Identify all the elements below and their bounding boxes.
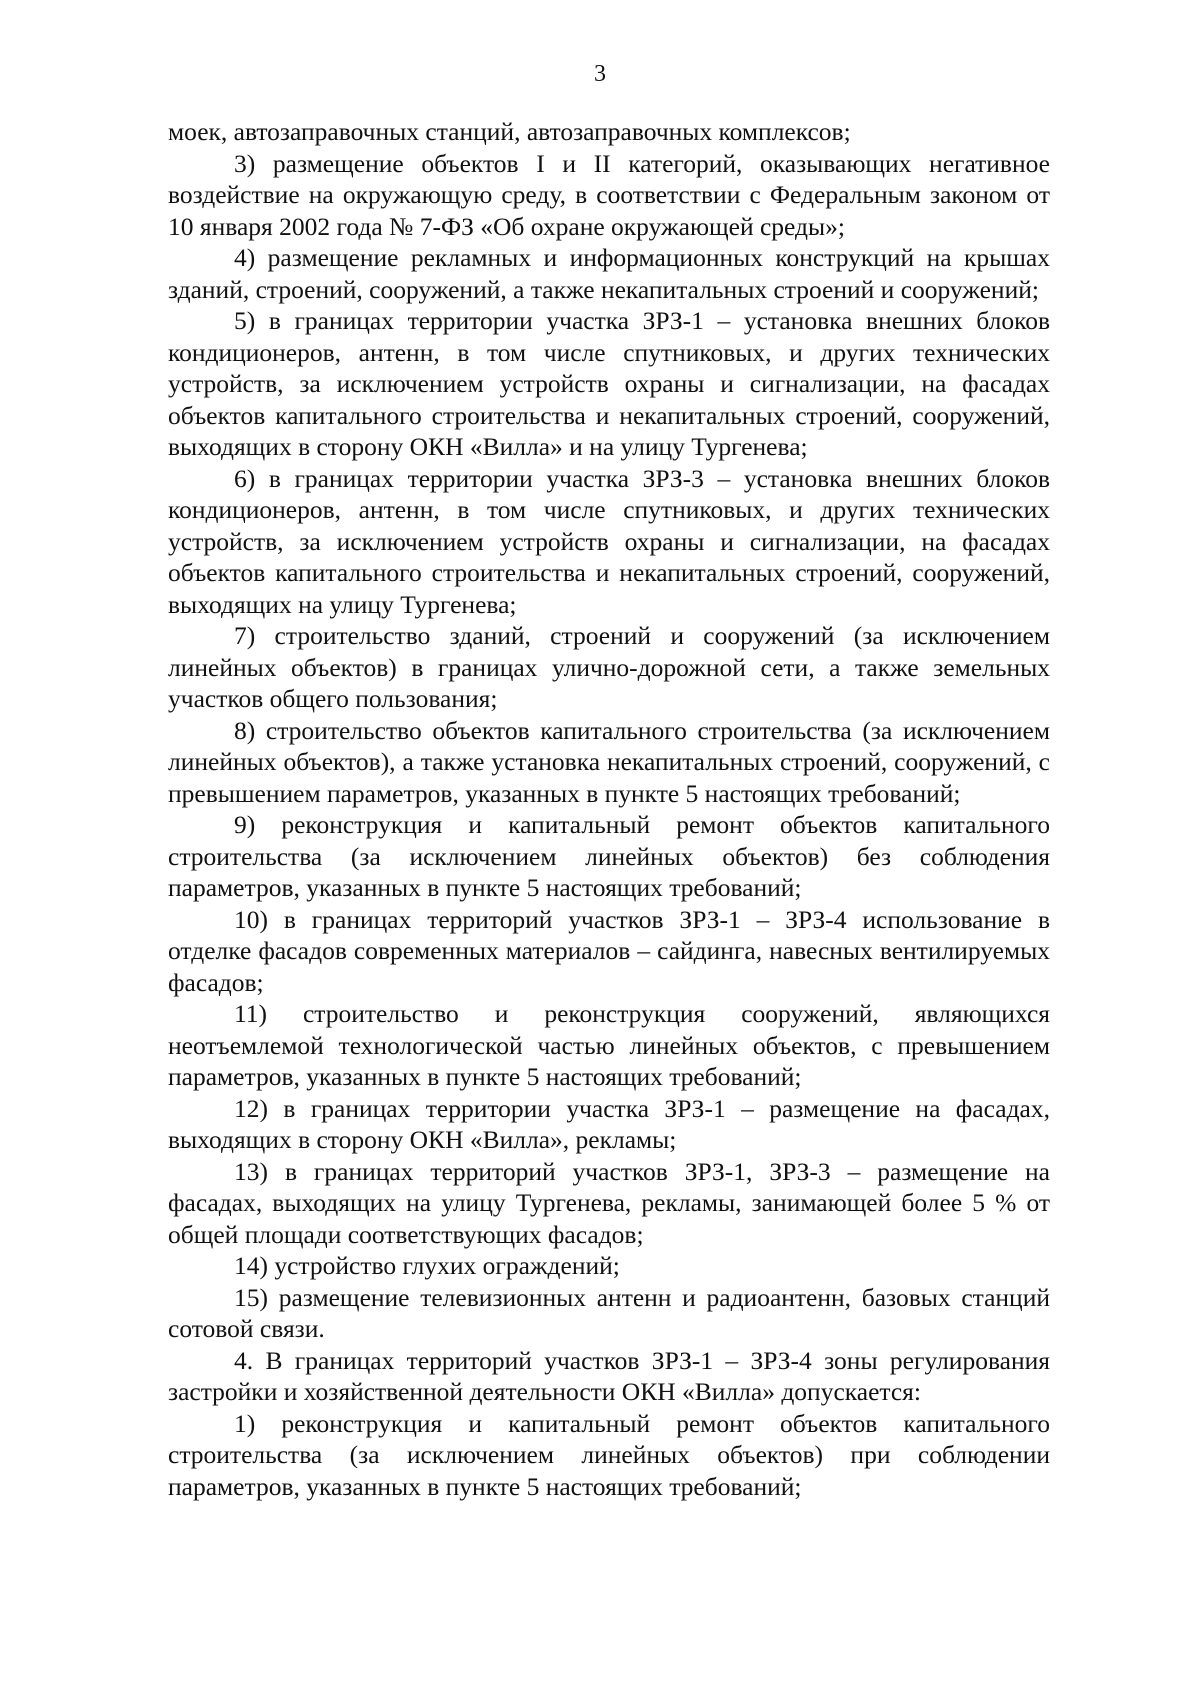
paragraph-13: 14) устройство глухих ограждений;: [234, 1251, 620, 1280]
paragraph-5: 6) в границах территории участка ЗРЗ-3 – установка внешних блоков кондиционеров, антенн, в том числе спутниковых, и других технических устройств, за исключением устройств охраны и сигнализации, на фасадах объектов капитального строительства и некапитальных строений, сооружений, выходящих на улицу Тургенева;: [168, 463, 1050, 619]
paragraph-15: 4. В границах территорий участков ЗРЗ-1 – ЗРЗ-4 зоны регулирования застройки и хозяйственной деятельности ОКН «Вилла» допускается:: [168, 1345, 1050, 1406]
paragraph-14: 15) размещение телевизионных антенн и радиоантенн, базовых станций сотовой связи.: [168, 1282, 1050, 1343]
paragraph-16: 1) реконструкция и капитальный ремонт объектов капитального строительства (за исключением линейных объектов) при соблюдении параметров, указанных в пункте 5 настоящих требований;: [168, 1408, 1050, 1501]
paragraph-10: 11) строительство и реконструкция сооружений, являющихся неотъемлемой технологической частью линейных объектов, с превышением параметров, указанных в пункте 5 настоящих требований;: [168, 999, 1050, 1091]
document-body: [168, 116, 1050, 1502]
paragraph-6: 7) строительство зданий, строений и сооружений (за исключением линейных объектов) в границах улично-дорожной сети, а также земельных участков общего пользования;: [168, 621, 1050, 713]
paragraph-1: моек, автозаправочных станций, автозаправочных комплексов;: [168, 117, 851, 146]
paragraph-8: 9) реконструкция и капитальный ремонт объектов капитального строительства (за исключением линейных объектов) без соблюдения параметров, указанных в пункте 5 настоящих требований;: [168, 810, 1050, 902]
paragraph-12: 13) в границах территорий участков ЗРЗ-1, ЗРЗ-3 – размещение на фасадах, выходящих на улицу Тургенева, рекламы, занимающей более 5 % от общей площади соответствующих фасадов;: [168, 1156, 1050, 1249]
paragraph-4: 5) в границах территории участка ЗРЗ-1 – установка внешних блоков кондиционеров, антенн, в том числе спутниковых, и других технических устройств, за исключением устройств охраны и сигнализации, на фасадах объектов капитального строительства и некапитальных строений, сооружений, выходящих в сторону ОКН «Вилла» и на улицу Тургенева;: [168, 306, 1050, 461]
paragraph-7: 8) строительство объектов капитального строительства (за исключением линейных объектов), а также установка некапитальных строений, сооружений, с превышением параметров, указанных в пункте 5 настоящих требований;: [168, 715, 1050, 808]
paragraph-2: 3) размещение объектов I и II категорий, оказывающих негативное воздействие на окружающую среду, в соответствии с Федеральным законом от 10 января 2002 года № 7-ФЗ «Об охране окружающей среды»;: [168, 148, 1050, 241]
paragraph-11: 12) в границах территории участка ЗРЗ-1 – размещение на фасадах, выходящих в сторону ОКН «Вилла», рекламы;: [168, 1093, 1050, 1154]
paragraph-9: 10) в границах территорий участков ЗРЗ-1 – ЗРЗ-4 использование в отделке фасадов современных материалов – сайдинга, навесных вентилируемых фасадов;: [168, 904, 1050, 997]
page-number: 3: [594, 61, 606, 87]
paragraph-3: 4) размещение рекламных и информационных конструкций на крышах зданий, строений, сооружений, а также некапитальных строений и сооружений;: [168, 243, 1050, 304]
